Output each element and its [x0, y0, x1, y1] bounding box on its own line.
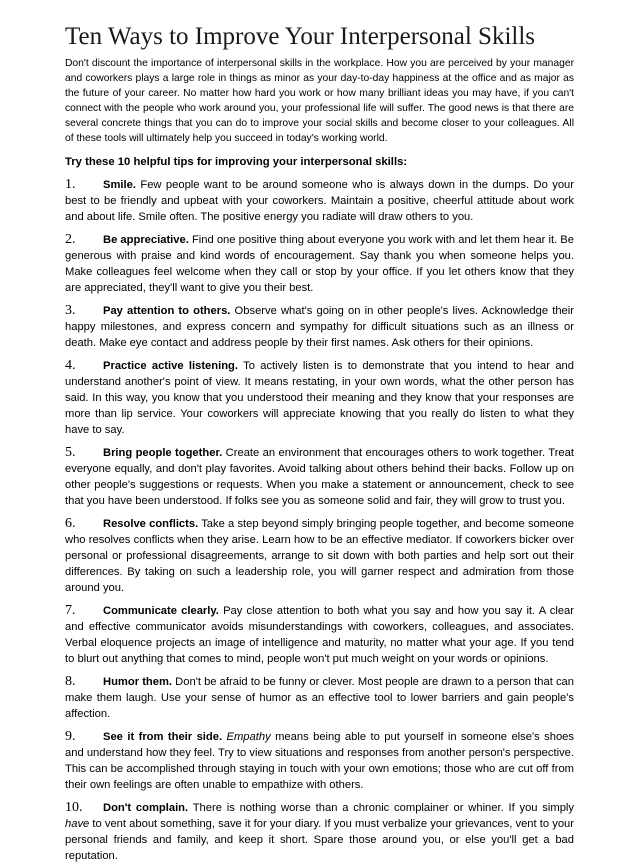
- tip-text: To actively listen is to demonstrate that you intend to hear and understand another's point of view. It means restating, in your own words, what the other person has said. In this way, you know that you understood their meaning and they know that your responses are more than lip service. Your coworkers will appreciate knowing that you really do listen to what they have to say.: [65, 360, 574, 436]
- tip-number: 7.: [65, 603, 76, 618]
- tip-heading: Smile.: [103, 179, 136, 191]
- tip-text: Find one positive thing about everyone you work with and let them hear it. Be generous with praise and kind words of encouragement. Say thank you when someone helps you. Make colleagues feel welcome when they call or stop by your office. If you let others know that they are appreciated, they'll want to give you their best.: [65, 234, 574, 294]
- tip-heading: Humor them.: [103, 676, 173, 688]
- tip-heading: Practice active listening.: [103, 360, 238, 372]
- intro-paragraph: Don't discount the importance of interpersonal skills in the workplace. How you are perceived by your manager and coworkers plays a large role in things as minor as your day-to-day happiness at the office and as major as the future of your career. No matter how hard you work or how many brilliant ideas you may have, if you can't connect with the people who work around you, your professional life will suffer. The good news is that there are several concrete things that you can do to improve your social skills and become closer to your colleagues. All of these tools will ultimately help you succeed in today's working world.: [65, 58, 574, 144]
- tip-item: [65, 516, 574, 596]
- tip-heading: Pay attention to others.: [103, 305, 231, 317]
- tip-emphasis: Empathy: [226, 731, 271, 743]
- tip-heading: See it from their side.: [103, 731, 223, 743]
- tip-text: Few people want to be around someone who is always down in the dumps. Do your best to be friendly and upbeat with your coworkers. Maintain a positive, cheerful attitude about work and about life. Smile often. The positive energy you radiate will draw others to you.: [65, 179, 574, 223]
- tip-text: Observe what's going on in other people's lives. Acknowledge their happy milestones, and express concern and sympathy for difficult situations such as an illness or death. Make eye contact and address people by their first names. Ask others for their opinions.: [65, 305, 574, 349]
- tip-item: [65, 603, 574, 667]
- tip-number: 8.: [65, 674, 76, 689]
- tip-number: 3.: [65, 303, 76, 318]
- tip-number: 10.: [65, 800, 83, 815]
- tip-number: 6.: [65, 516, 76, 531]
- tip-number: 5.: [65, 445, 76, 460]
- tip-number: 4.: [65, 358, 76, 373]
- tip-item: [65, 445, 574, 509]
- document-page: [65, 22, 574, 864]
- tip-number: 1.: [65, 177, 76, 192]
- tip-heading: Don't complain.: [103, 802, 189, 814]
- tip-text: Create an environment that encourages others to work together. Treat everyone equally, and don't play favorites. Avoid talking about others behind their backs. Follow up on other people's suggestions or requests. When you make a statement or announcement, check to see that you have been understood. If folks see you as someone solid and fair, they will grow to trust you.: [65, 447, 574, 507]
- tip-text: There is nothing worse than a chronic complainer or whiner. If you simply: [188, 802, 574, 814]
- tip-item: [65, 729, 574, 793]
- document-title: Ten Ways to Improve Your Interpersonal Skills: [65, 23, 536, 50]
- tip-emphasis: have: [65, 818, 90, 830]
- tip-text-end: means being able to put yourself in someone else's shoes and understand how they feel. Try to view situations and responses from another person's perspective. This can be accomplished through staying in touch with your own emotions; those who are cut off from their own feelings are often unable to empathize with others.: [65, 731, 574, 791]
- tip-text: Take a step beyond simply bringing people together, and become someone who resolves conflicts when they arise. Learn how to be an effective mediator. If coworkers bicker over personal or professional disagreements, arrange to sit down with both parties and help sort out their differences. By taking on such a leadership role, you will garner respect and admiration from those around you.: [65, 518, 574, 594]
- tip-item: [65, 800, 574, 864]
- tip-item: [65, 177, 574, 225]
- tip-heading: Be appreciative.: [103, 234, 189, 246]
- tip-text: Pay close attention to both what you say and how you say it. A clear and effective communicator avoids misunderstandings with coworkers, colleagues, and associates. Verbal eloquence projects an image of intelligence and maturity, no matter what your age. If you tend to blurt out anything that comes to mind, people won't put much weight on your words or opinions.: [65, 605, 574, 665]
- tip-item: [65, 358, 574, 438]
- tip-text-end: to vent about something, save it for your diary. If you must verbalize your grievances, vent to your personal friends and family, and keep it short. Spare those around you, or else you'll get a bad reputation.: [65, 818, 574, 862]
- tip-number: 2.: [65, 232, 76, 247]
- tip-text: Don't be afraid to be funny or clever. Most people are drawn to a person that can make them laugh. Use your sense of humor as an effective tool to lower barriers and gain people's affection.: [65, 676, 574, 720]
- tip-item: [65, 232, 574, 296]
- tip-item: [65, 674, 574, 722]
- tip-number: 9.: [65, 729, 76, 744]
- tip-heading: Communicate clearly.: [103, 605, 219, 617]
- tips-lead: Try these 10 helpful tips for improving your interpersonal skills:: [65, 156, 408, 168]
- tip-heading: Resolve conflicts.: [103, 518, 199, 530]
- tip-item: [65, 303, 574, 351]
- tip-heading: Bring people together.: [103, 447, 223, 459]
